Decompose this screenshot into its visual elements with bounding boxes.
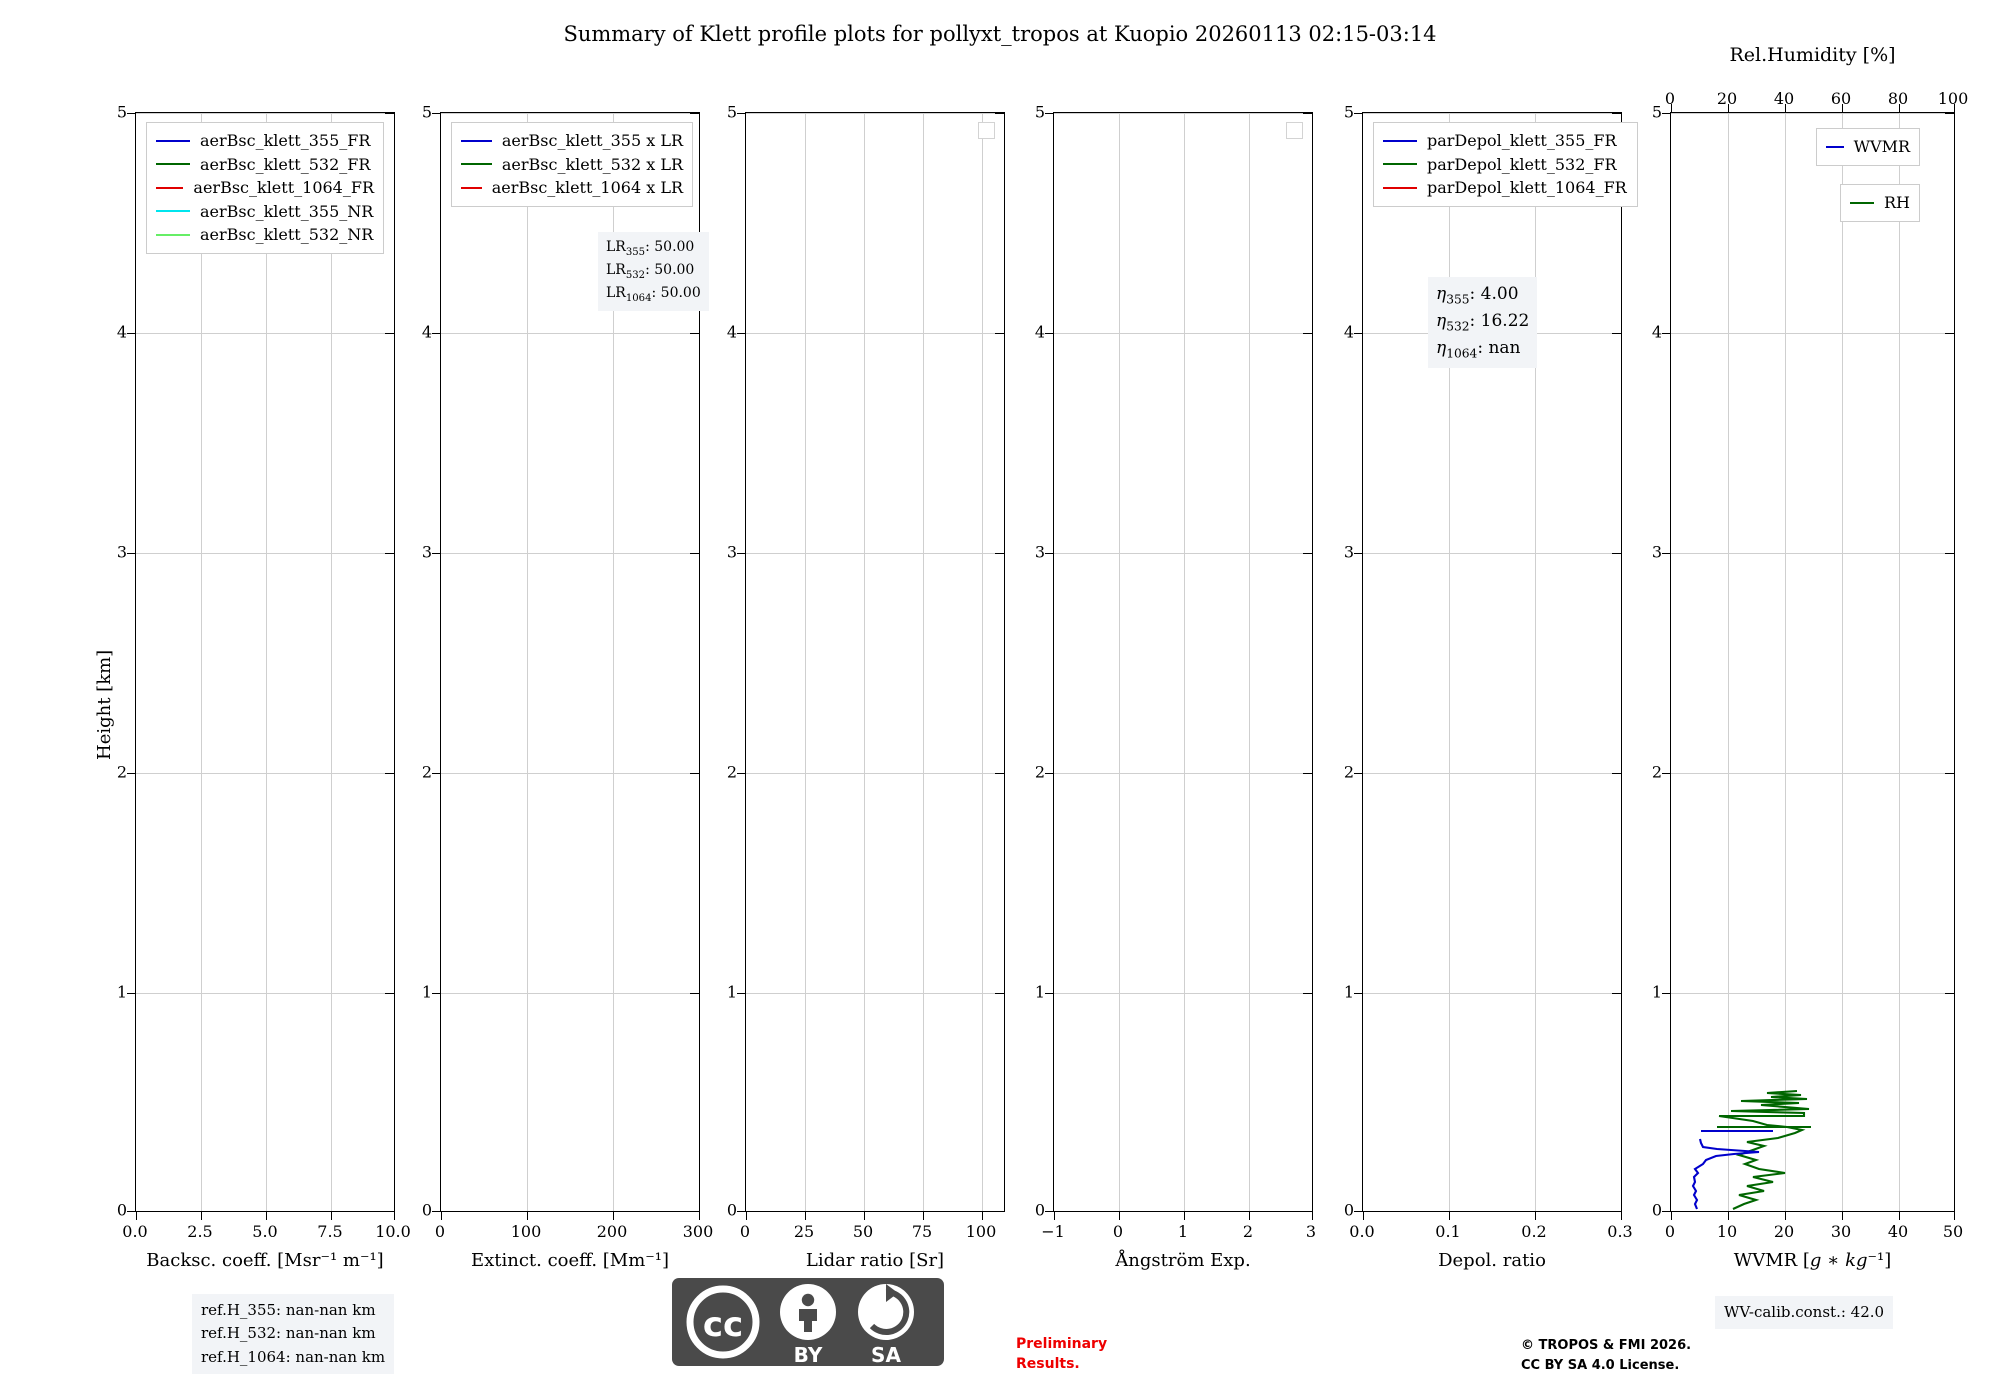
annotation-line: $\eta_{1064}$: nan (1436, 336, 1529, 363)
y-tick-label: 4 (422, 323, 440, 342)
y-tick-label: 1 (1344, 983, 1362, 1002)
line-swatch-icon (1850, 202, 1874, 204)
x-tick-label: 1 (1178, 1222, 1188, 1241)
y-tick-label: 5 (422, 103, 440, 122)
panel-backsc-coeff[interactable] (135, 112, 395, 1212)
y-tick-label: 2 (422, 763, 440, 782)
copyright-note (1521, 1336, 1691, 1375)
legend-label: aerBsc_klett_355_NR (200, 200, 373, 224)
annotation-line: $LR_{1064}$: 50.00 (606, 283, 701, 306)
panel-lidar-ratio[interactable] (745, 112, 1005, 1212)
legend-item[interactable] (156, 223, 374, 247)
line-swatch-icon (156, 234, 190, 236)
x-tick-label: 5.0 (252, 1222, 277, 1241)
wv-calib-const-note: WV-calib.const.: 42.0 (1715, 1296, 1893, 1329)
legend-label: aerBsc_klett_532_NR (200, 223, 373, 247)
x-tick-label: 200 (597, 1222, 628, 1241)
x-tick-label: 2.5 (187, 1222, 212, 1241)
legend-depol[interactable] (1373, 122, 1638, 207)
line-swatch-icon (156, 210, 190, 212)
x-tick-label: 50 (1943, 1222, 1963, 1241)
x-tick-label: 0.3 (1607, 1222, 1632, 1241)
top-x-tick-label: 80 (1888, 89, 1908, 108)
x-axis-title-depol: Depol. ratio (1362, 1250, 1622, 1271)
x-tick-label: 7.5 (317, 1222, 342, 1241)
x-tick-label: 10.0 (375, 1222, 411, 1241)
y-tick-label: 4 (727, 323, 745, 342)
copyright-line-2: CC BY SA 4.0 License. (1521, 1356, 1691, 1375)
sa-share-alike-icon (852, 1278, 930, 1366)
annotation-line: $LR_{355}$: 50.00 (606, 237, 701, 260)
line-swatch-icon (156, 163, 190, 165)
y-tick-label: 3 (1035, 543, 1053, 562)
y-tick-label: 3 (1652, 543, 1670, 562)
annotation-line: $\eta_{355}$: 4.00 (1436, 282, 1529, 309)
preliminary-line-2: Results. (1016, 1354, 1107, 1374)
legend-label: RH (1884, 191, 1910, 215)
legend-item[interactable] (1383, 129, 1628, 153)
line-swatch-icon (1383, 163, 1417, 165)
by-person-icon (772, 1278, 844, 1366)
top-x-tick-label: 40 (1774, 89, 1794, 108)
y-tick-label: 0 (1652, 1201, 1670, 1220)
y-tick-label: 0 (1035, 1201, 1053, 1220)
legend-item[interactable] (156, 200, 374, 224)
top-x-tick-label: 60 (1831, 89, 1851, 108)
legend-item[interactable] (461, 153, 683, 177)
line-swatch-icon (461, 140, 492, 142)
legend-label: aerBsc_klett_355_FR (200, 129, 370, 153)
svg-text:SA: SA (871, 1343, 901, 1366)
annotation-eta-values (1428, 277, 1537, 368)
x-tick-label: 0.0 (122, 1222, 147, 1241)
svg-text:cc: cc (703, 1305, 743, 1345)
y-tick-label: 0 (1344, 1201, 1362, 1220)
x-tick-label: 50 (853, 1222, 873, 1241)
y-tick-label: 2 (1035, 763, 1053, 782)
x-axis-title-lidar-ratio: Lidar ratio [Sr] (745, 1250, 1005, 1271)
legend-label: aerBsc_klett_1064_FR (193, 176, 374, 200)
y-tick-label: 4 (117, 323, 135, 342)
y-tick-label: 2 (1652, 763, 1670, 782)
y-tick-label: 0 (422, 1201, 440, 1220)
legend-label: aerBsc_klett_355 x LR (502, 129, 683, 153)
legend-item[interactable] (1383, 176, 1628, 200)
y-tick-label: 3 (117, 543, 135, 562)
x-axis-title-angstrom: Ångström Exp. (1053, 1250, 1313, 1271)
y-tick-label: 1 (1652, 983, 1670, 1002)
empty-legend-box[interactable] (978, 122, 995, 139)
line-swatch-icon (156, 187, 183, 189)
y-tick-label: 4 (1035, 323, 1053, 342)
legend-label: parDepol_klett_532_FR (1427, 153, 1617, 177)
line-swatch-icon (1383, 140, 1417, 142)
y-tick-label: 4 (1652, 323, 1670, 342)
x-tick-label: 0 (1113, 1222, 1123, 1241)
legend-item[interactable] (156, 153, 374, 177)
y-tick-label: 3 (1344, 543, 1362, 562)
line-swatch-icon (461, 163, 492, 165)
line-swatch-icon (156, 140, 190, 142)
x-tick-label: 25 (794, 1222, 814, 1241)
x-axis-title-backsc: Backsc. coeff. [Msr⁻¹ m⁻¹] (135, 1250, 395, 1271)
legend-item[interactable] (156, 129, 374, 153)
y-tick-label: 4 (1344, 323, 1362, 342)
x-tick-label: 2 (1243, 1222, 1253, 1241)
x-tick-label: 100 (511, 1222, 542, 1241)
x-tick-label: 30 (1831, 1222, 1851, 1241)
legend-label: aerBsc_klett_532 x LR (502, 153, 683, 177)
legend-item[interactable] (461, 129, 683, 153)
ref-height-532: ref.H_532: nan-nan km (201, 1322, 385, 1345)
legend-label: aerBsc_klett_1064 x LR (492, 176, 683, 200)
line-swatch-icon (1826, 146, 1844, 148)
line-swatch-icon (461, 187, 482, 189)
top-x-tick-label: 100 (1938, 89, 1969, 108)
legend-extinct[interactable] (451, 122, 693, 207)
legend-label: parDepol_klett_1064_FR (1427, 176, 1627, 200)
panel-angstrom-exponent[interactable] (1053, 112, 1313, 1212)
legend-label: parDepol_klett_355_FR (1427, 129, 1617, 153)
line-swatch-icon (1383, 187, 1417, 189)
top-x-tick-label: 20 (1717, 89, 1737, 108)
x-tick-label: 0.1 (1435, 1222, 1460, 1241)
top-x-tick-label: 0 (1665, 89, 1675, 108)
y-tick-label: 0 (727, 1201, 745, 1220)
reference-height-box (192, 1294, 394, 1374)
legend-item[interactable] (1850, 191, 1910, 215)
svg-text:BY: BY (794, 1343, 823, 1366)
x-tick-label: 0.2 (1521, 1222, 1546, 1241)
y-tick-label: 3 (422, 543, 440, 562)
y-tick-label: 5 (1652, 103, 1670, 122)
y-tick-label: 1 (422, 983, 440, 1002)
y-tick-label: 2 (727, 763, 745, 782)
cc-license-badge[interactable] (672, 1278, 944, 1366)
x-tick-label: 40 (1888, 1222, 1908, 1241)
y-tick-label: 1 (1035, 983, 1053, 1002)
legend-rh[interactable] (1840, 184, 1920, 222)
ref-height-1064: ref.H_1064: nan-nan km (201, 1346, 385, 1369)
empty-legend-box[interactable] (1286, 122, 1303, 139)
legend-label: WVMR (1854, 135, 1910, 159)
legend-label: aerBsc_klett_532_FR (200, 153, 370, 177)
y-tick-label: 5 (1035, 103, 1053, 122)
y-tick-label: 1 (727, 983, 745, 1002)
x-tick-label: 0.0 (1349, 1222, 1374, 1241)
x-axis-title-wvmr: WVMR [𝑔 ∗ 𝑘𝑔⁻¹] (1670, 1250, 1955, 1271)
x-axis-title-extinct: Extinct. coeff. [Mm⁻¹] (440, 1250, 700, 1271)
x-tick-label: 75 (912, 1222, 932, 1241)
wvmr-rh-curves (1671, 113, 1956, 1213)
cc-logo-icon (682, 1278, 764, 1366)
x-tick-label: 10 (1717, 1222, 1737, 1241)
preliminary-results-note (1016, 1334, 1107, 1375)
x-tick-label: 20 (1774, 1222, 1794, 1241)
y-tick-label: 1 (117, 983, 135, 1002)
x-tick-label: 0 (435, 1222, 445, 1241)
preliminary-line-1: Preliminary (1016, 1334, 1107, 1354)
y-tick-label: 2 (1344, 763, 1362, 782)
x-tick-label: 300 (683, 1222, 714, 1241)
legend-item[interactable] (156, 176, 374, 200)
y-tick-label: 2 (117, 763, 135, 782)
x-tick-label: 0 (1665, 1222, 1675, 1241)
legend-item[interactable] (1826, 135, 1910, 159)
y-tick-label: 3 (727, 543, 745, 562)
y-tick-label: 5 (117, 103, 135, 122)
x-tick-label: 3 (1306, 1222, 1316, 1241)
legend-item[interactable] (1383, 153, 1628, 177)
annotation-lidar-ratios (598, 232, 709, 311)
x-tick-label: −1 (1041, 1222, 1065, 1241)
legend-wvmr[interactable] (1816, 128, 1920, 166)
annotation-line: $LR_{532}$: 50.00 (606, 260, 701, 283)
copyright-line-1: © TROPOS & FMI 2026. (1521, 1336, 1691, 1356)
y-tick-label: 5 (727, 103, 745, 122)
y-axis-title: Height [km] (94, 650, 115, 760)
top-axis-title-rh: Rel.Humidity [%] (1670, 44, 1955, 66)
legend-item[interactable] (461, 176, 683, 200)
y-tick-label: 0 (117, 1201, 135, 1220)
x-tick-label: 0 (740, 1222, 750, 1241)
page-title: Summary of Klett profile plots for pollyxt_tropos at Kuopio 20260113 02:15-03:14 (0, 22, 2000, 46)
y-tick-label: 5 (1344, 103, 1362, 122)
annotation-line: $\eta_{532}$: 16.22 (1436, 309, 1529, 336)
legend-backsc[interactable] (146, 122, 384, 254)
x-tick-label: 100 (966, 1222, 997, 1241)
panel-wvmr-rh[interactable] (1670, 112, 1955, 1212)
ref-height-355: ref.H_355: nan-nan km (201, 1299, 385, 1322)
